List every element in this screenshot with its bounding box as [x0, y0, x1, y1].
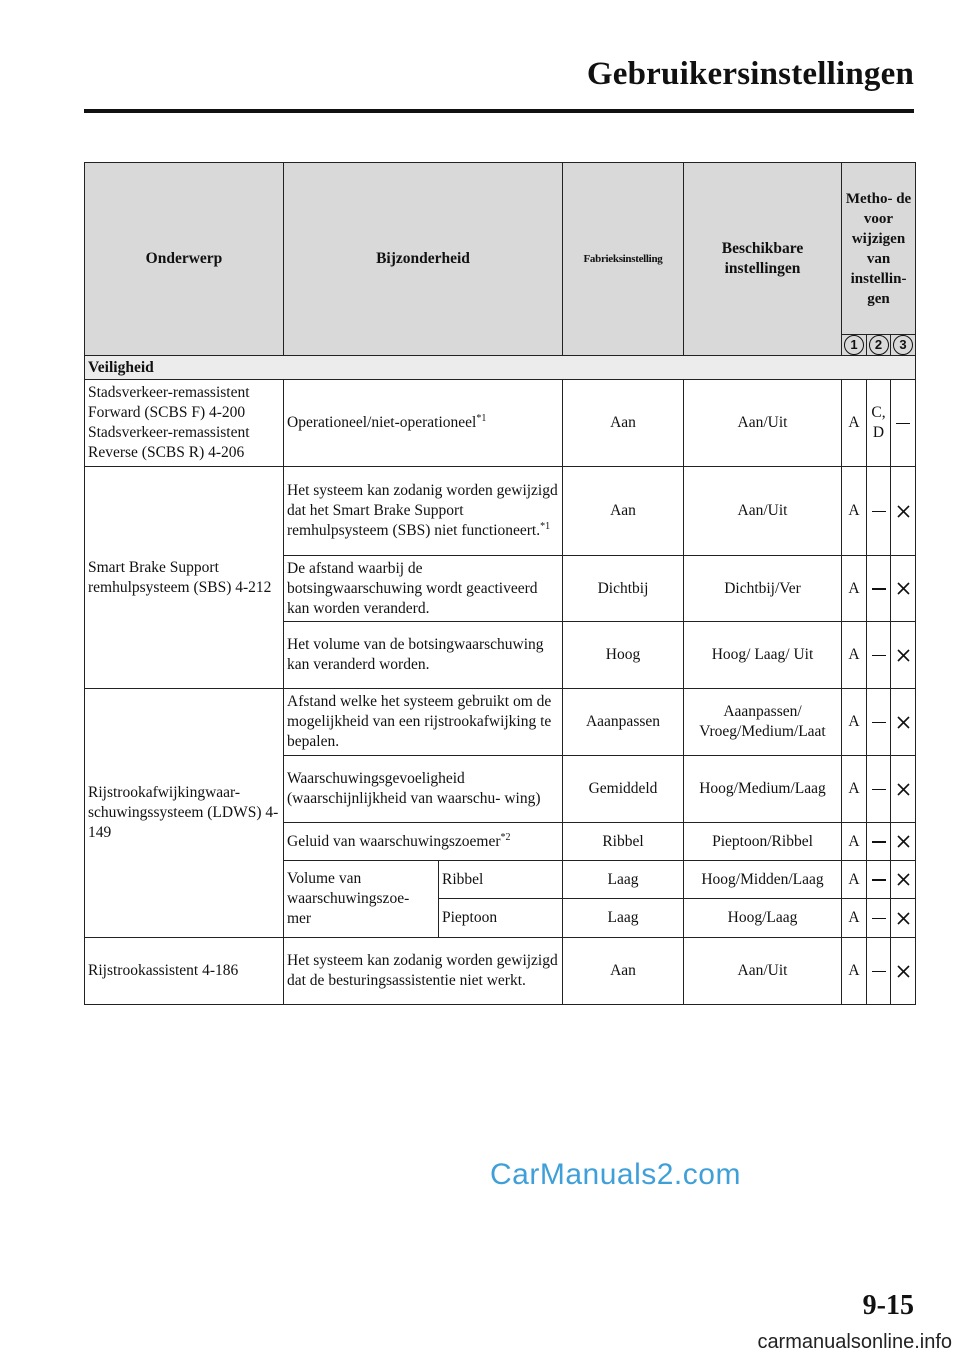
method-3-cell — [891, 899, 916, 938]
footer-url: carmanualsonline.info — [757, 1331, 952, 1353]
method-3-cell — [891, 861, 916, 899]
method-1-cell: A — [842, 556, 867, 622]
table-row — [85, 380, 916, 467]
cross-icon — [896, 715, 911, 730]
beschikbaar-cell: Pieptoon/Ribbel — [684, 823, 842, 861]
settings-table — [84, 162, 916, 1005]
fabriek-cell: Laag — [563, 861, 684, 899]
method-2-cell — [867, 938, 891, 1005]
dash-icon — [872, 588, 886, 590]
circled-2-icon: 2 — [869, 335, 889, 355]
cross-icon — [896, 648, 911, 663]
beschikbaar-cell: Aan/Uit — [684, 938, 842, 1005]
footnote-marker: *1 — [476, 412, 487, 424]
bijzonderheid-cell: Waarschuwingsgevoeligheid (waarschijnlijkheid van waarschu- wing) — [284, 756, 563, 823]
section-veiligheid: Veiligheid — [85, 356, 916, 380]
method-1-cell: A — [842, 689, 867, 756]
method-3-cell — [891, 689, 916, 756]
method-1-cell: A — [842, 622, 867, 689]
footnote-marker: *1 — [540, 520, 551, 532]
fabriek-cell: Dichtbij — [563, 556, 684, 622]
onderwerp-cell: Rijstrookassistent 4-186 — [85, 938, 284, 1005]
method-3-cell — [891, 380, 916, 467]
method-2-cell — [867, 689, 891, 756]
bijzonderheid-cell: Geluid van waarschuwingszoemer$^{*2}$ — [284, 823, 563, 861]
dash-icon — [872, 655, 886, 657]
col-methode: Metho- de voor wijzigen van instellin- gen — [842, 163, 916, 335]
fabriek-cell: Hoog — [563, 622, 684, 689]
circled-1-icon: 1 — [844, 335, 864, 355]
method-3-header — [891, 335, 916, 356]
method-3-cell — [891, 938, 916, 1005]
method-3-cell — [891, 823, 916, 861]
beschikbaar-cell: Hoog/Midden/Laag — [684, 861, 842, 899]
fabriek-cell: Ribbel — [563, 823, 684, 861]
fabriek-cell: Aan — [563, 380, 684, 467]
method-1-cell: A — [842, 380, 867, 467]
fabriek-cell: Aan — [563, 938, 684, 1005]
method-2-cell — [867, 899, 891, 938]
method-2-cell — [867, 756, 891, 823]
method-2-cell: C, D — [867, 380, 891, 467]
dash-icon — [872, 789, 886, 791]
circled-3-icon: 3 — [893, 335, 913, 355]
cross-icon — [896, 911, 911, 926]
method-3-cell — [891, 467, 916, 556]
col-beschikbare: Beschikbare instellingen — [684, 163, 842, 356]
dash-icon — [896, 423, 910, 425]
col-bijzonderheid: Bijzonderheid — [284, 163, 563, 356]
table-row — [85, 467, 916, 556]
bijzonderheid-cell: Het systeem kan zodanig worden gewijzigd dat het Smart Brake Support remhulpsysteem (SBS) niet functioneert.$^{*1}$ — [284, 467, 563, 556]
sub-cell: Pieptoon — [439, 899, 563, 938]
fabriek-cell: Aaanpassen — [563, 689, 684, 756]
beschikbaar-cell: Aan/Uit — [684, 467, 842, 556]
beschikbaar-cell: Hoog/ Laag/ Uit — [684, 622, 842, 689]
bijzonderheid-cell: De afstand waarbij de botsingwaarschuwing wordt geactiveerd kan worden veranderd. — [284, 556, 563, 622]
method-2-cell — [867, 622, 891, 689]
dash-icon — [872, 918, 886, 920]
cross-icon — [896, 964, 911, 979]
cross-icon — [896, 581, 911, 596]
method-3-cell — [891, 756, 916, 823]
dash-icon — [872, 841, 886, 843]
cross-icon — [896, 504, 911, 519]
cross-icon — [896, 872, 911, 887]
bijzonderheid-cell: Operationeel/niet-operationeel$^{*1}$ — [284, 380, 563, 467]
bijzonderheid-cell: Volume van waarschuwingszoe- mer — [284, 861, 439, 938]
beschikbaar-cell: Dichtbij/Ver — [684, 556, 842, 622]
method-2-cell — [867, 823, 891, 861]
dash-icon — [872, 879, 886, 881]
method-1-cell: A — [842, 899, 867, 938]
table-row — [85, 938, 916, 1005]
dash-icon — [872, 511, 886, 513]
onderwerp-cell: Rijstrookafwijkingwaar- schuwingssysteem (LDWS) 4-149 — [85, 689, 284, 938]
onderwerp-cell: Smart Brake Support remhulpsysteem (SBS) 4-212 — [85, 467, 284, 689]
page-title: Gebruikersinstellingen — [586, 56, 914, 92]
footnote-marker: *2 — [500, 831, 511, 843]
method-1-cell: A — [842, 467, 867, 556]
method-2-header — [867, 335, 891, 356]
method-2-cell — [867, 861, 891, 899]
sub-cell: Ribbel — [439, 861, 563, 899]
beschikbaar-cell: Hoog/Medium/Laag — [684, 756, 842, 823]
dash-icon — [872, 971, 886, 973]
table-row — [85, 689, 916, 756]
cross-icon — [896, 782, 911, 797]
title-rule — [84, 109, 914, 113]
method-1-cell: A — [842, 823, 867, 861]
bijzonderheid-cell: Het volume van de botsingwaarschuwing kan veranderd worden. — [284, 622, 563, 689]
beschikbaar-cell: Aaanpassen/ Vroeg/Medium/Laat — [684, 689, 842, 756]
page-number: 9-15 — [862, 1290, 914, 1321]
method-3-cell — [891, 622, 916, 689]
fabriek-cell: Aan — [563, 467, 684, 556]
method-1-cell: A — [842, 756, 867, 823]
beschikbaar-cell: Hoog/Laag — [684, 899, 842, 938]
fabriek-cell: Laag — [563, 899, 684, 938]
method-2-cell — [867, 467, 891, 556]
method-1-cell: A — [842, 861, 867, 899]
col-onderwerp: Onderwerp — [85, 163, 284, 356]
beschikbaar-cell: Aan/Uit — [684, 380, 842, 467]
method-1-cell: A — [842, 938, 867, 1005]
bijzonderheid-cell: Afstand welke het systeem gebruikt om de mogelijkheid van een rijstrookafwijking te bepalen. — [284, 689, 563, 756]
method-3-cell — [891, 556, 916, 622]
cross-icon — [896, 834, 911, 849]
fabriek-cell: Gemiddeld — [563, 756, 684, 823]
col-fabrieksinstelling: Fabrieksinstelling — [563, 163, 684, 356]
bijzonderheid-cell: Het systeem kan zodanig worden gewijzigd dat de besturingsassistentie niet werkt. — [284, 938, 563, 1005]
method-2-cell — [867, 556, 891, 622]
method-1-header — [842, 335, 867, 356]
watermark-text: CarManuals2.com — [490, 1158, 741, 1191]
dash-icon — [872, 722, 886, 724]
onderwerp-cell: Stadsverkeer-remassistent Forward (SCBS F) 4-200 Stadsverkeer-remassistent Reverse (SCBS R) 4-206 — [85, 380, 284, 467]
